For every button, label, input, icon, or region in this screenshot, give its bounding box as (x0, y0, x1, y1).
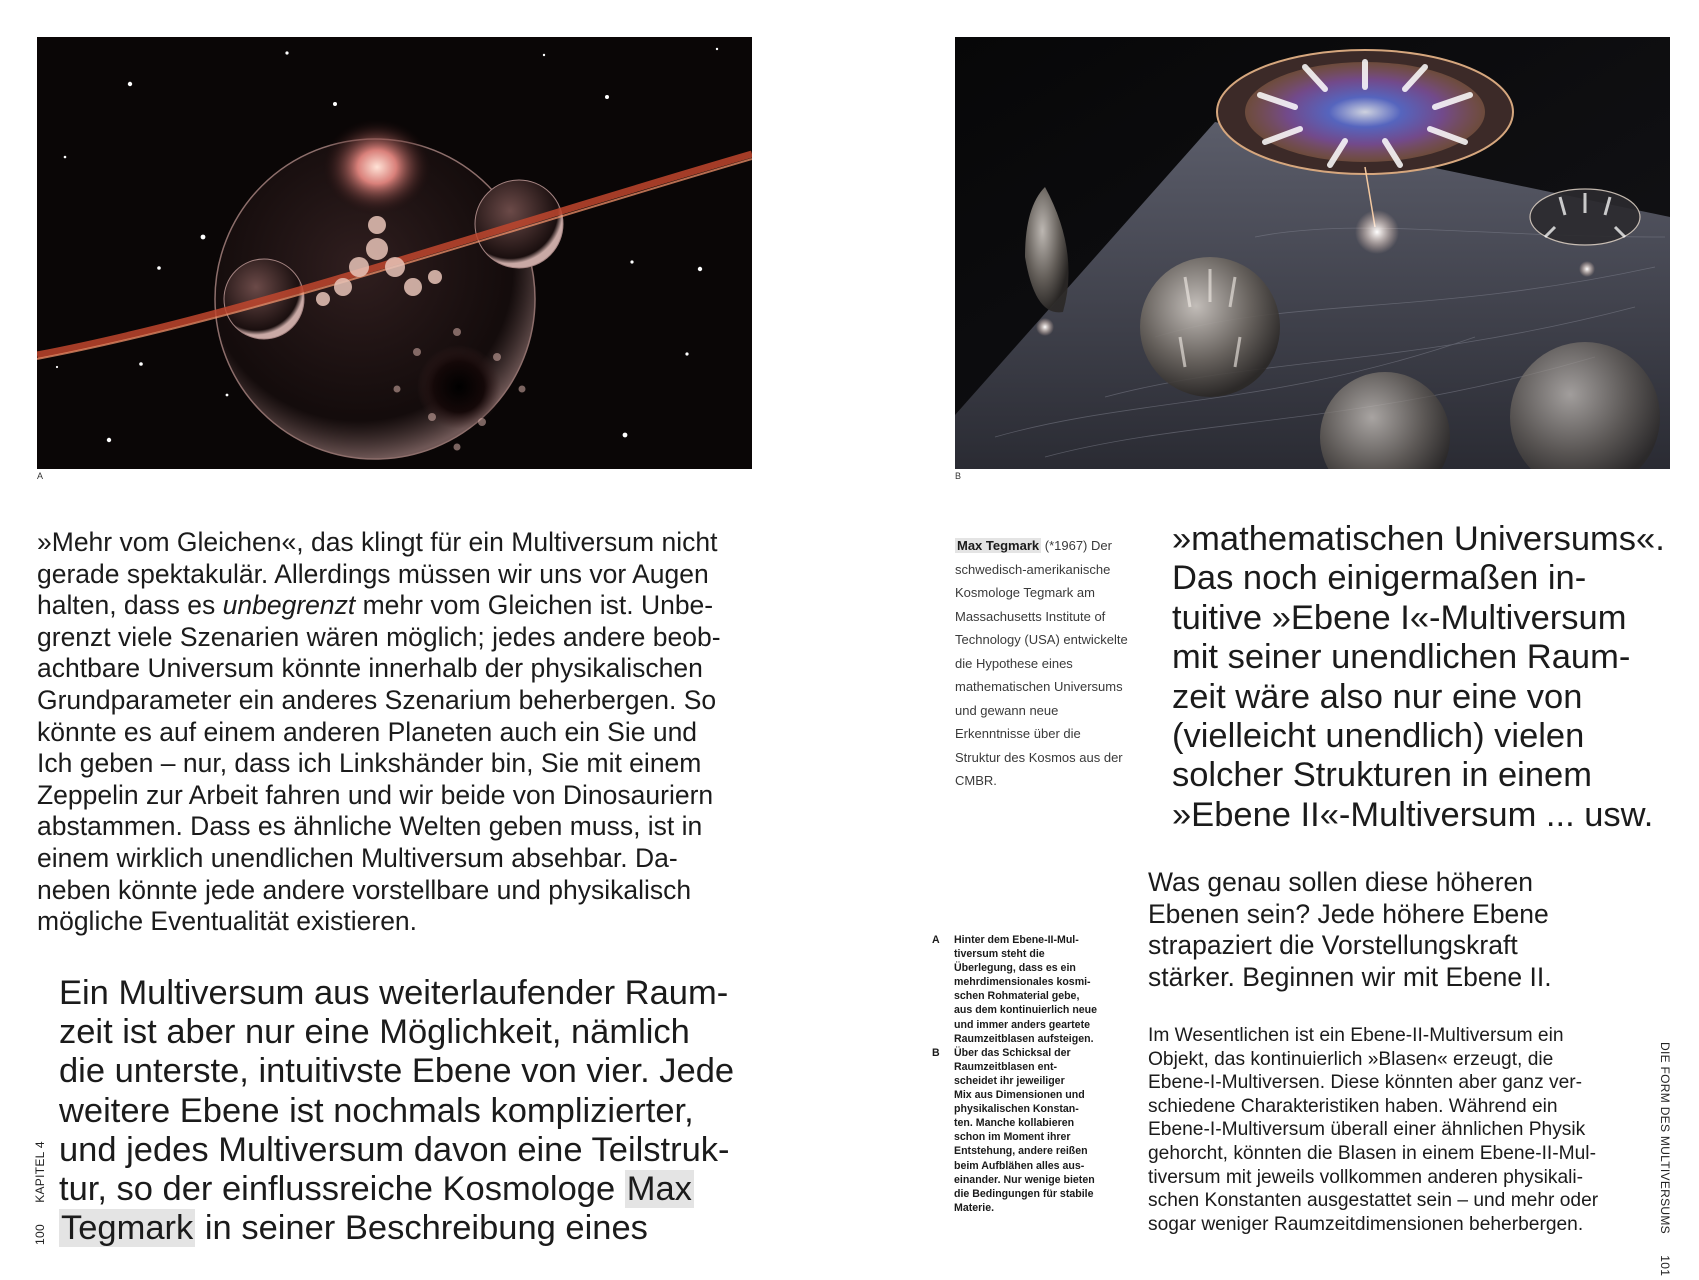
text-line: Grundparameter ein anderes Szenarium beherbergen. So (37, 684, 717, 715)
text-line: Raumzeitblasen aufsteigen. (954, 1032, 1094, 1045)
sidenote-line: Der (1091, 538, 1112, 553)
text-line: Das noch einigermaßen in- (1172, 559, 1587, 598)
text-line: Ich geben – nur, dass ich Linkshänder bin, Sie mit einem (37, 748, 702, 779)
text-line: zeit ist aber nur eine Möglichkeit, nämlich (59, 1013, 690, 1052)
left-pull-quote (59, 974, 759, 1248)
text-line: Über das Schicksal der (954, 1046, 1071, 1059)
emphasis-text: unbegrenzt (222, 590, 356, 621)
right-lead-paragraph (1148, 867, 1668, 993)
text-line: (vielleicht unendlich) vielen (1172, 717, 1585, 756)
sidenote-line: schwedisch-amerikanische (955, 561, 1111, 577)
sidenote-line: mathematischen Universums (955, 679, 1123, 694)
text-line: mögliche Eventualität existieren. (37, 906, 418, 937)
text-line: mit seiner unendlichen Raum- (1172, 638, 1631, 677)
text-line: Ebene-I-Multiversum überall einer ähnlichen Physik (1148, 1119, 1586, 1141)
text-line: Im Wesentlichen ist ein Ebene-II-Multiversum ein (1148, 1025, 1564, 1046)
sidenote-line: und gewann neue (955, 702, 1059, 718)
sidenote-line: Massachusetts Institute of (955, 608, 1106, 624)
highlighted-term: Max (626, 1170, 692, 1209)
text-line: Zeppelin zur Arbeit fahren und wir beide von Dinosauriern (37, 779, 714, 810)
left-footer (33, 1141, 47, 1245)
text-line: Überlegung, dass es ein (954, 962, 1076, 975)
text-line: gehorcht, könnten die Blasen in einem Ebene-II-Mul- (1148, 1142, 1596, 1164)
text-line: Hinter dem Ebene-II-Mul- (954, 934, 1079, 946)
left-chapter-label: KAPITEL 4 (33, 1141, 47, 1203)
text-line: gerade spektakulär. Allerdings müssen wir uns vor Augen (37, 558, 709, 589)
sidenote-year: (*1967) (1041, 538, 1092, 553)
text-line: Tegmark in seiner Beschreibung eines (61, 1209, 648, 1248)
left-body-paragraph (37, 527, 757, 938)
sidenote-line: CMBR. (955, 773, 997, 788)
text-line: zeit wäre also nur eine von (1172, 677, 1583, 716)
text-line: Entstehung, andere reißen (954, 1145, 1088, 1158)
right-body-paragraph (1148, 1024, 1668, 1236)
text-line: sogar weniger Raumzeitdimensionen beherbergen. (1148, 1213, 1584, 1235)
right-page-number: 101 (1658, 1255, 1672, 1277)
right-pull-quote (1172, 520, 1692, 835)
text-line: schen Konstanten ausgestattet sein – und mehr oder (1148, 1190, 1599, 1212)
sidenote-name: Max Tegmark (957, 538, 1040, 553)
text-line: mehrdimensionales kosmi- (954, 976, 1091, 989)
text-line: Objekt, das kontinuierlich »Blasen« erzeugt, die (1148, 1048, 1554, 1070)
text-line: schiedene Charakteristiken haben. Während ein (1148, 1095, 1558, 1117)
caption-b-letter: B (932, 1046, 940, 1059)
figure-b-image (955, 37, 1670, 469)
sidenote-line: Erkenntnisse über die (955, 726, 1081, 741)
text-line: »Ebene II«-Multiversum ... usw. (1172, 795, 1654, 834)
text-line: einem wirklich unendlichen Multiversum absehbar. Da- (37, 842, 678, 873)
right-footer (1658, 1042, 1672, 1276)
text-line: Raumzeitblasen ent- (954, 1060, 1058, 1073)
figure-captions (932, 933, 1132, 1215)
sidenote-line: Struktur des Kosmos aus der (955, 749, 1123, 765)
text-line: schen Rohmaterial gebe, (954, 990, 1080, 1003)
figure-a-image (37, 37, 752, 469)
text-line: Materie. (954, 1201, 995, 1214)
text-line: scheidet ihr jeweiliger (954, 1074, 1065, 1087)
text-line: ten. Manche kollabieren (954, 1117, 1075, 1130)
caption-a (932, 933, 1132, 1046)
text-line: strapaziert die Vorstellungskraft (1148, 930, 1518, 961)
text-line: achtbare Universum könnte innerhalb der physikalischen (37, 653, 703, 684)
figure-b-label: B (955, 471, 962, 481)
caption-a-letter: A (932, 934, 940, 946)
text-line: stärker. Beginnen wir mit Ebene II. (1148, 961, 1552, 992)
text-line: aus dem kontinuierlich neue (954, 1004, 1098, 1017)
text-line: »mathematischen Universums«. (1172, 520, 1665, 558)
text-line: neben könnte jede andere vorstellbare und physikalisch (37, 874, 692, 905)
text-line: die unterste, intuitivste Ebene von vier. Jede (59, 1052, 735, 1091)
right-chapter-title: DIE FORM DES MULTIVERSUMS (1658, 1042, 1672, 1234)
text-line: tuitive »Ebene I«-Multiversum (1172, 598, 1627, 637)
text-line: grenzt viele Szenarien wären möglich; jedes andere beob- (37, 621, 721, 652)
text-line: physikalischen Konstan- (954, 1103, 1079, 1116)
text-line: halten, dass es unbegrenzt mehr vom Gleichen ist. Unbe- (37, 590, 714, 621)
text-line: tiversum steht die (954, 948, 1045, 961)
text-line: Ebenen sein? Jede höhere Ebene (1148, 898, 1549, 929)
text-line: solcher Strukturen in einem (1172, 756, 1592, 795)
text-line: beim Aufblähen alles aus- (954, 1159, 1085, 1172)
text-line: weitere Ebene ist nochmals komplizierter, (59, 1091, 694, 1130)
sidenote-line: die Hypothese eines (955, 655, 1073, 671)
sidenote-line: Kosmologe Tegmark am (955, 585, 1095, 600)
text-line: die Bedingungen für stabile (954, 1187, 1094, 1200)
text-line: und jedes Multiversum davon eine Teilstruk- (59, 1130, 730, 1169)
figure-a-label: A (37, 471, 44, 481)
text-line: Mix aus Dimensionen und (954, 1089, 1085, 1102)
text-line: »Mehr vom Gleichen«, das klingt für ein Multiversum nicht (37, 527, 718, 557)
text-line: schon im Moment ihrer (954, 1131, 1071, 1144)
text-line: könnte es auf einem anderen Planeten auch ein Sie und (37, 716, 698, 747)
text-line: Ebene-I-Multiversen. Diese könnten aber ganz ver- (1148, 1072, 1583, 1094)
text-line: einander. Nur wenige bieten (954, 1173, 1095, 1186)
text-line: abstammen. Dass es ähnliche Welten geben muss, ist in (37, 811, 703, 842)
tegmark-sidenote (955, 534, 1145, 793)
text-line: und immer anders geartete (954, 1018, 1090, 1031)
left-page-number: 100 (33, 1224, 47, 1245)
text-line: Was genau sollen diese höheren (1148, 867, 1534, 897)
highlighted-term: Tegmark (61, 1209, 194, 1248)
text-line: tiversum mit jeweils vollkommen anderen physikali- (1148, 1166, 1584, 1188)
text-line: tur, so der einflussreiche Kosmologe Max (59, 1170, 692, 1209)
text-line: Ein Multiversum aus weiterlaufender Raum- (59, 974, 729, 1012)
caption-b (932, 1046, 1132, 1215)
sidenote-line: Technology (USA) entwickelte (955, 632, 1128, 647)
